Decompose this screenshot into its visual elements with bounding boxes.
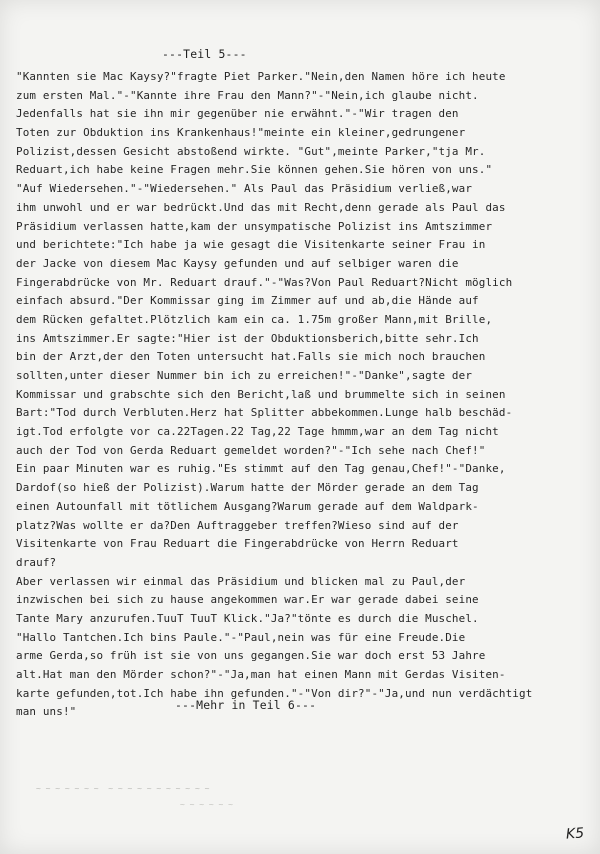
text-line: zum ersten Mal."-"Kannte ihre Frau den Mann?"-"Nein,ich glaube nicht. <box>16 88 479 102</box>
text-line: Bart:"Tod durch Verbluten.Herz hat Splitter abbekommen.Lunge halb beschäd- <box>16 406 513 420</box>
text-line: man uns!" <box>16 705 77 719</box>
text-line: dem Rücken gefaltet.Plötzlich kam ein ca. 1.75m großer Mann,mit Brille, <box>16 312 493 326</box>
text-line: platz?Was wollte er da?Den Auftraggeber treffen?Wieso sind auf der <box>16 518 459 532</box>
text-line: alt.Hat man den Mörder schon?"-"Ja,man hat einen Mann mit Gerdas Visiten- <box>16 668 506 681</box>
text-line: Kommissar und grabschte sich den Bericht,laß und brummelte sich in seinen <box>16 387 506 401</box>
text-line: Präsidium verlassen hatte,kam der unsympatische Polizist ins Amtszimmer <box>16 219 493 233</box>
text-line: Reduart,ich habe keine Fragen mehr.Sie können gehen.Sie hören von uns." <box>16 163 493 177</box>
text-line: "Kannten sie Mac Kaysy?"fragte Piet Parker."Nein,den Namen höre ich heute <box>16 70 506 83</box>
text-line: auch der Tod von Gerda Reduart gemeldet worden?"-"Ich sehe nach Chef!" <box>16 443 486 457</box>
text-line: igt.Tod erfolgte vor ca.22Tagen.22 Tag,22 Tage hmmm,war an dem Tag nicht <box>16 425 499 439</box>
text-line: arme Gerda,so früh ist sie von uns gegangen.Sie war doch erst 53 Jahre <box>16 649 486 663</box>
text-line: Polizist,dessen Gesicht abstoßend wirkte. "Gut",meinte Parker,"tja Mr. <box>16 144 486 158</box>
text-line: einfach absurd."Der Kommissar ging im Zimmer auf und ab,die Hände auf <box>16 294 479 308</box>
text-line: inzwischen bei sich zu hause angekommen war.Er war gerade dabei seine <box>16 593 479 607</box>
text-line: der Jacke von diesem Mac Kaysy gefunden und auf selbiger waren die <box>16 256 459 270</box>
text-line: bin der Arzt,der den Toten untersucht hat.Falls sie mich noch brauchen <box>16 350 486 364</box>
faded-show-through-text: ~ ~ ~ ~ ~ ~ ~ ~ ~ ~ ~ ~ ~ ~ ~ ~ ~ ~ <box>36 784 210 793</box>
text-line: einen Autounfall mit tötlichem Ausgang?Warum gerade auf dem Waldpark- <box>16 499 479 513</box>
text-line: ins Amtszimmer.Er sagte:"Hier ist der Obduktionsberich,bitte sehr.Ich <box>16 331 479 345</box>
text-line: Aber verlassen wir einmal das Präsidium und blicken mal zu Paul,der <box>16 574 466 588</box>
continuation-note: ---Mehr in Teil 6--- <box>175 698 317 712</box>
text-line: Visitenkarte von Frau Reduart die Fingerabdrücke von Herrn Reduart <box>16 537 459 551</box>
text-line: drauf? <box>16 555 57 569</box>
text-line: Tante Mary anzurufen.TuuT TuuT Klick."Ja?"tönte es durch die Muschel. <box>16 611 479 625</box>
text-line: Toten zur Obduktion ins Krankenhaus!"meinte ein kleiner,gedrungener <box>16 126 466 140</box>
text-line: sollten,unter dieser Nummer bin ich zu erreichen!"-"Danke",sagte der <box>16 369 473 382</box>
text-line: karte gefunden,tot.Ich habe ihn gefunden."-"Von dir?"-"Ja,und nun verdächtigt <box>16 686 533 700</box>
text-line: und berichtete:"Ich habe ja wie gesagt die Visitenkarte seiner Frau in <box>16 238 486 252</box>
text-line: ihm unwohl und er war bedrückt.Und das mit Recht,denn gerade als Paul das <box>16 200 506 214</box>
text-line: Jedenfalls hat sie ihn mir gegenüber nie erwähnt."-"Wir tragen den <box>16 107 459 121</box>
text-line: "Hallo Tantchen.Ich bins Paule."-"Paul,nein was für eine Freude.Die <box>16 630 466 644</box>
text-line: Ein paar Minuten war es ruhig."Es stimmt auf den Tag genau,Chef!"-"Danke, <box>16 462 506 476</box>
text-line: Dardof(so hieß der Polizist).Warum hatte der Mörder gerade an dem Tag <box>16 481 479 495</box>
faded-show-through-text-2: ~ ~ ~ ~ ~ ~ <box>180 800 233 809</box>
handwritten-page-mark: K5 <box>565 825 585 843</box>
text-line: "Auf Wiedersehen."-"Wiedersehen." Als Paul das Präsidium verließ,war <box>16 182 473 196</box>
text-line: Fingerabdrücke von Mr. Reduart drauf."-"Was?Von Paul Reduart?Nicht möglich <box>16 275 513 289</box>
story-text <box>16 68 586 722</box>
part-heading: ---Teil 5--- <box>162 47 247 61</box>
